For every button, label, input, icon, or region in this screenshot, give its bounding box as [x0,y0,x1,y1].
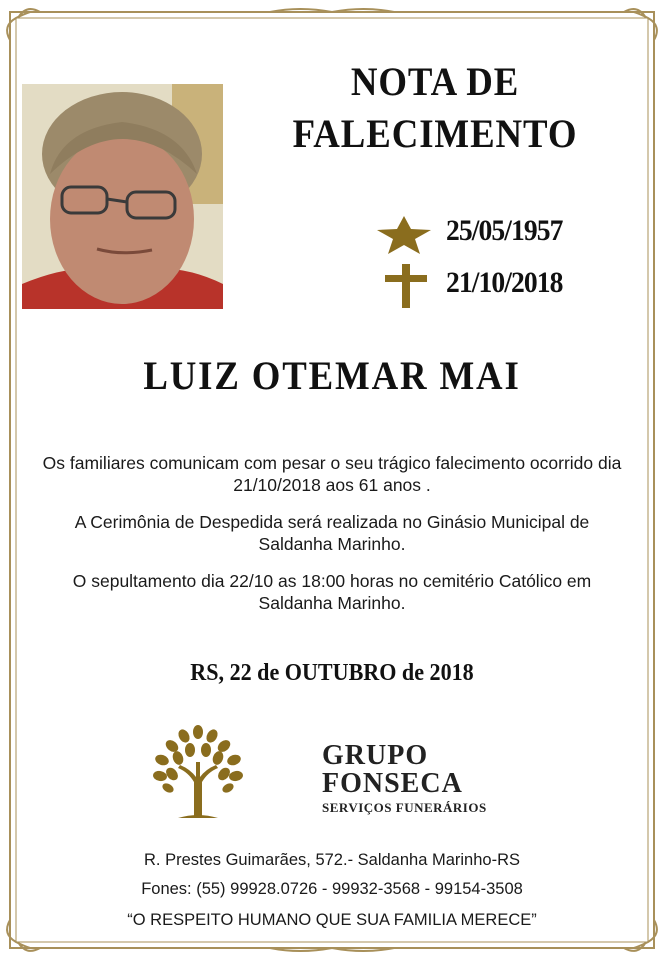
death-date: 21/10/2018 [446,266,563,299]
deceased-name: LUIZ OTEMAR MAI [143,353,521,398]
burial-paragraph: O sepultamento dia 22/10 as 18:00 horas no cemitério Católico em Saldanha Marinho. [72,571,592,613]
ceremony-paragraph: A Cerimônia de Despedida será realizada no Ginásio Municipal de Saldanha Marinho. [74,512,590,554]
funeral-home-brand [322,742,487,816]
birth-date: 25/05/1957 [446,214,563,247]
brand-subtitle: SERVIÇOS FUNERÁRIOS [322,800,487,815]
slogan: “O RESPEITO HUMANO QUE SUA FAMILIA MERECE” [127,911,537,929]
announcement-paragraph: Os familiares comunicam com pesar o seu trágico falecimento ocorrido dia 21/10/2018 aos 61 anos . [42,453,622,495]
place-date: RS, 22 de OUTUBRO de 2018 [190,660,474,686]
cross-icon [383,264,429,308]
tree-icon [148,722,248,822]
phone-numbers: Fones: (55) 99928.0726 - 99932-3568 - 99154-3508 [141,880,523,898]
address: R. Prestes Guimarães, 572.- Saldanha Marinho-RS [143,851,520,869]
star-icon [375,216,433,254]
brand-line1: GRUPO [322,740,429,771]
deceased-photo [22,84,223,309]
brand-line2: FONSECA [322,768,463,799]
notice-title-line1: NOTA DE [350,59,520,104]
notice-title-line2: FALECIMENTO [292,111,578,156]
